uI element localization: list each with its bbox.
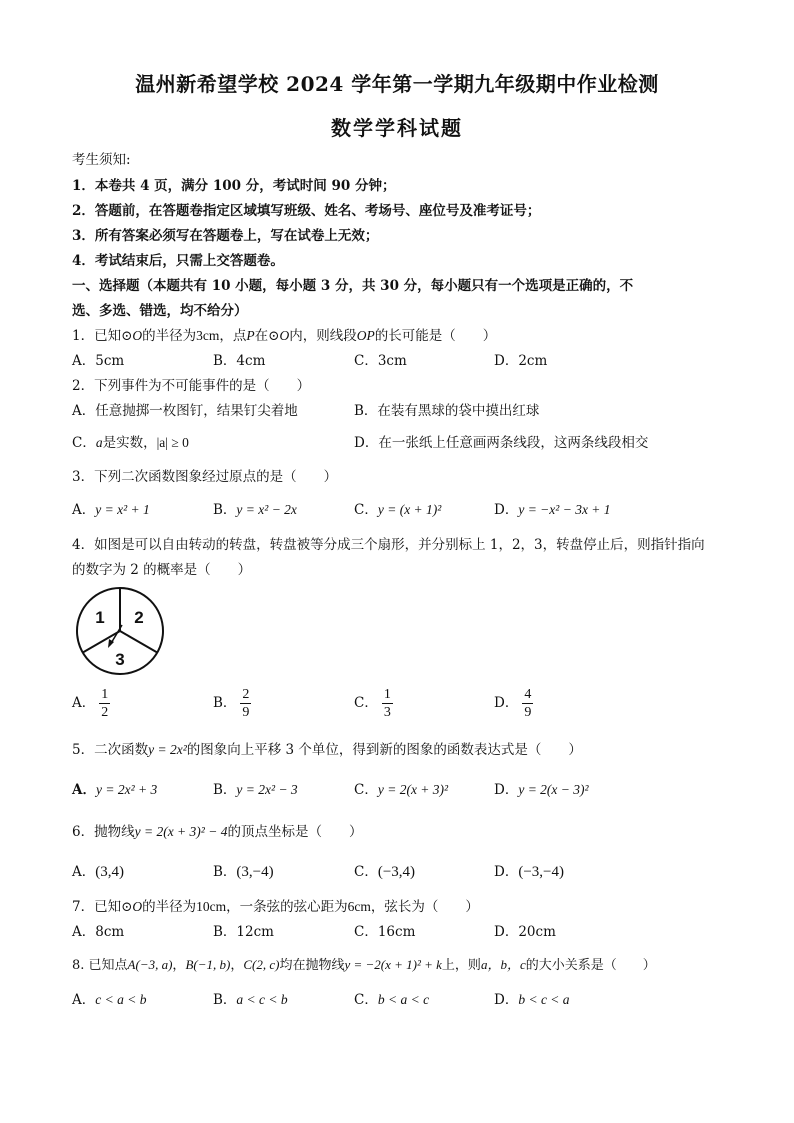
fraction: $\frac{2}{9}$ [242,687,250,720]
question-5-option-c: C．y = 2(x + 3)² [354,782,449,798]
notice-item-3: 3．所有答案必须写在答题卷上，写在试卷上无效； [72,228,379,244]
question-4-option-a: A． $\frac{1}{2}$ [72,687,109,720]
question-8-option-b: B．a < c < b [213,992,288,1008]
fraction: $\frac{1}{3}$ [383,687,391,720]
notice-item-4: 4．考试结束后，只需上交答题卷。 [72,253,284,269]
question-6-option-a: A．(3,4) [72,864,124,880]
spinner-label-1: 1 [95,608,105,627]
spinner-figure [72,583,168,679]
question-6-option-c: C．(−3,4) [354,864,416,880]
question-2-stem: 2．下列事件为不可能事件的是（ ） [72,378,311,394]
question-7-stem: 7．已知⊙O的半径为10cm，一条弦的弦心距为6cm，弦长为（ ） [72,899,479,915]
question-5-option-a: A．y = 2x² + 3 [72,782,158,798]
notice-heading: 考生须知: [72,152,131,168]
question-3-option-c: C．y = (x + 1)² [354,502,442,518]
question-8-option-d: D．b < c < a [494,992,570,1008]
question-5-option-b: B．y = 2x² − 3 [213,782,298,798]
question-3-option-d: D．y = −x² − 3x + 1 [494,502,611,518]
question-8-option-a: A．c < a < b [72,992,147,1008]
fraction: $\frac{1}{2}$ [101,687,109,720]
question-1-option-a: A．5cm [72,353,125,369]
question-2-option-d: D．在一张纸上任意画两条线段，这两条线段相交 [354,435,649,451]
question-7-option-b: B．12cm [213,924,274,940]
question-6-stem: 6．抛物线y = 2(x + 3)² − 4的顶点坐标是（ ） [72,824,363,840]
exam-title: 温州新希望学校 2024 学年第一学期九年级期中作业检测 [135,72,659,96]
spinner-label-3: 3 [115,650,125,669]
question-7-option-d: D．20cm [494,924,556,940]
question-7-option-c: C．16cm [354,924,416,940]
question-3-option-b: B．y = x² − 2x [213,502,297,518]
question-5-stem: 5．二次函数y = 2x²的图象向上平移 3 个单位，得到新的图象的函数表达式是（ ） [72,742,582,758]
spinner-label-2: 2 [134,608,144,627]
notice-item-1: 1．本卷共 4 页，满分 100 分，考试时间 90 分钟； [72,178,396,194]
question-2-option-b: B．在装有黑球的袋中摸出红球 [354,403,540,419]
fraction: $\frac{4}{9}$ [524,687,532,720]
question-5-option-d: D．y = 2(x − 3)² [494,782,589,798]
section-heading-line-1: 一、选择题（本题共有 10 小题，每小题 3 分，共 30 分，每小题只有一个选项是正确的，不 [72,278,634,294]
notice-item-2: 2．答题前，在答题卷指定区域填写班级、姓名、考场号、座位号及准考证号； [72,203,541,219]
question-8-option-c: C．b < a < c [354,992,430,1008]
question-4-stem-line-1: 4．如图是可以自由转动的转盘，转盘被等分成三个扇形，并分别标上 1，2，3，转盘停止后，则指针指向 [72,537,705,553]
spinner-divider-right [120,631,157,653]
question-1-option-d: D．2cm [494,353,548,369]
section-heading-line-2: 选、多选、错选，均不给分） [72,303,248,319]
question-1-stem: 1．已知⊙O的半径为3cm，点P在⊙O内，则线段OP的长可能是（ ） [72,328,497,344]
question-1-option-c: C．3cm [354,353,407,369]
question-2-option-c: C．a是实数，|a| ≥ 0 [72,435,189,451]
question-4-option-c: C． $\frac{1}{3}$ [354,687,391,720]
question-1-option-b: B．4cm [213,353,266,369]
question-3-stem: 3．下列二次函数图象经过原点的是（ ） [72,469,338,485]
question-4-option-b: B． $\frac{2}{9}$ [213,687,250,720]
question-4-stem-line-2: 的数字为 2 的概率是（ ） [72,562,252,578]
question-6-option-d: D．(−3,−4) [494,864,564,880]
exam-subtitle: 数学学科试题 [331,116,463,140]
question-8-stem: 8. 已知点A(−3, a)，B(−1, b)，C(2, c)均在抛物线y = −2(x + 1)² + k上，则a，b，c的大小关系是（ ） [72,957,656,973]
question-7-option-a: A．8cm [72,924,125,940]
question-3-option-a: A．y = x² + 1 [72,502,150,518]
question-6-option-b: B．(3,−4) [213,864,274,880]
question-2-option-a: A．任意抛掷一枚图钉，结果钉尖着地 [72,403,298,419]
question-4-option-d: D． $\frac{4}{9}$ [494,687,532,720]
